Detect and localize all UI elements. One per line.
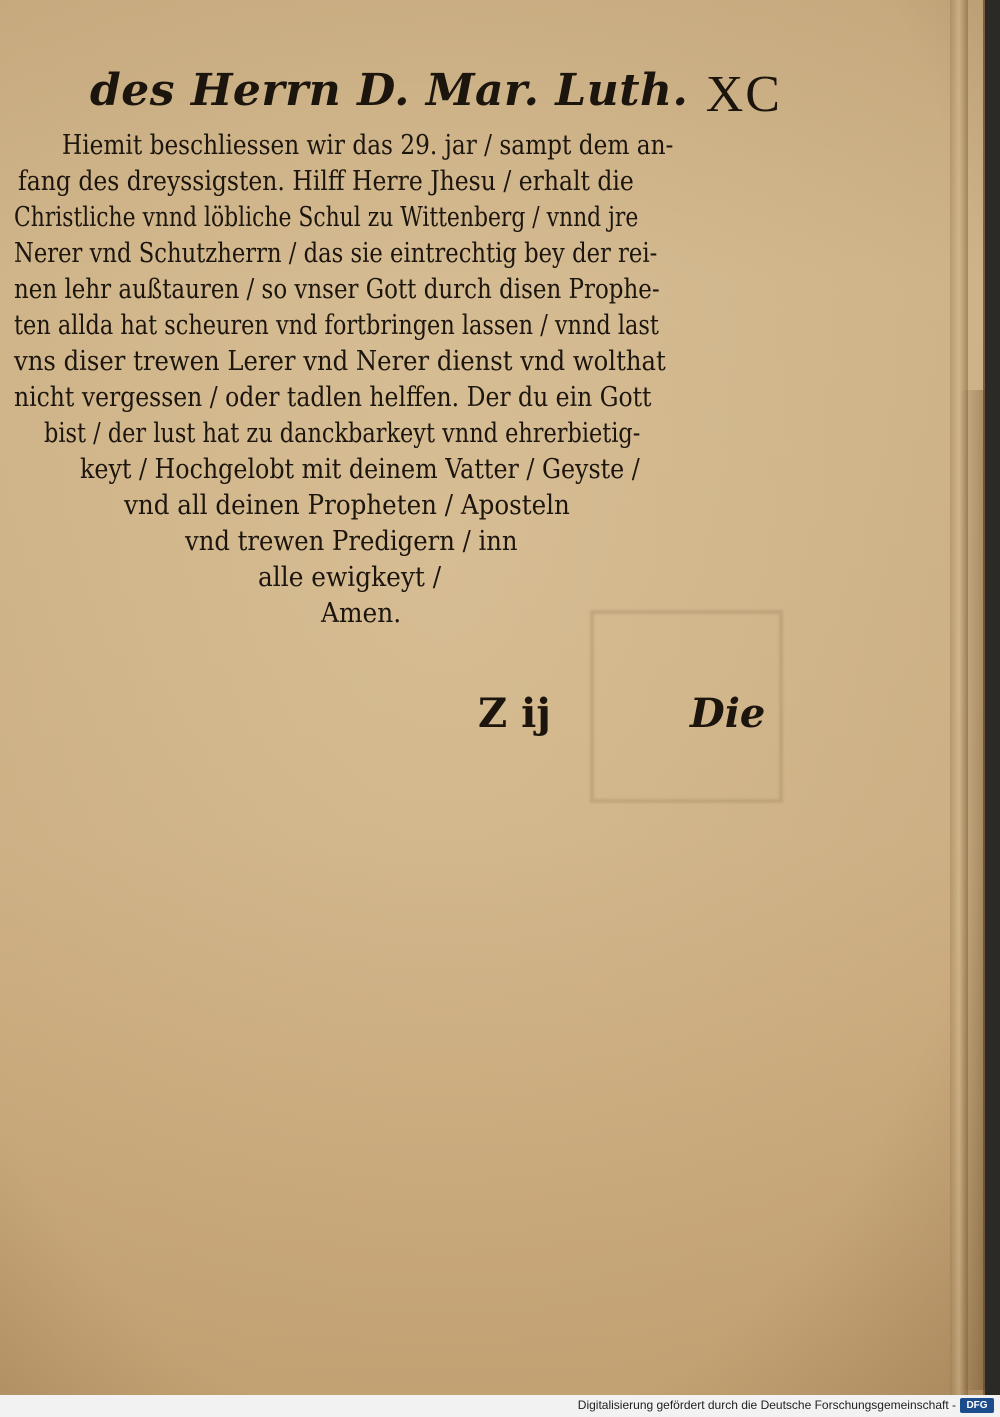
running-title: des Herrn D. Mar. Luth. xyxy=(90,65,689,116)
catchword: Die xyxy=(690,690,766,737)
text-line: ten allda hat scheuren vnd fortbringen lassen / vnnd last xyxy=(14,310,659,341)
fold-shadow xyxy=(960,390,985,1390)
text-line: nen lehr außtauren / so vnser Gott durch disen Prophe- xyxy=(14,274,660,305)
text-line: Amen. xyxy=(321,598,402,629)
page-header xyxy=(90,65,790,125)
text-line: Nerer vnd Schutzherrn / das sie eintrechtig bey der rei- xyxy=(14,238,658,269)
text-line: Christliche vnnd löbliche Schul zu Wittenberg / vnnd jre xyxy=(14,202,639,233)
text-line: alle ewigkeyt / xyxy=(258,562,442,593)
text-line: vnd trewen Predigern / inn xyxy=(185,526,518,557)
text-line: Hiemit beschliessen wir das 29. jar / sampt dem an- xyxy=(62,130,674,161)
dfg-logo-icon: DFG xyxy=(960,1398,994,1413)
footer-bar xyxy=(0,1395,1000,1417)
signature-mark: Z ij xyxy=(478,690,551,737)
folio-number: XC xyxy=(705,66,782,123)
text-line: keyt / Hochgelobt mit deinem Vatter / Geyste / xyxy=(80,454,640,485)
text-line: bist / der lust hat zu danckbarkeyt vnnd ehrerbietig- xyxy=(44,418,641,449)
text-line: nicht vergessen / oder tadlen helffen. Der du ein Gott xyxy=(14,382,652,413)
text-line: vnd all deinen Propheten / Aposteln xyxy=(124,490,570,521)
text-line: fang des dreyssigsten. Hilff Herre Jhesu / erhalt die xyxy=(18,166,634,197)
text-line: vns diser trewen Lerer vnd Nerer dienst vnd wolthat xyxy=(14,346,666,377)
funding-credit: Digitalisierung gefördert durch die Deutsche Forschungsgemeinschaft - xyxy=(577,1398,956,1412)
